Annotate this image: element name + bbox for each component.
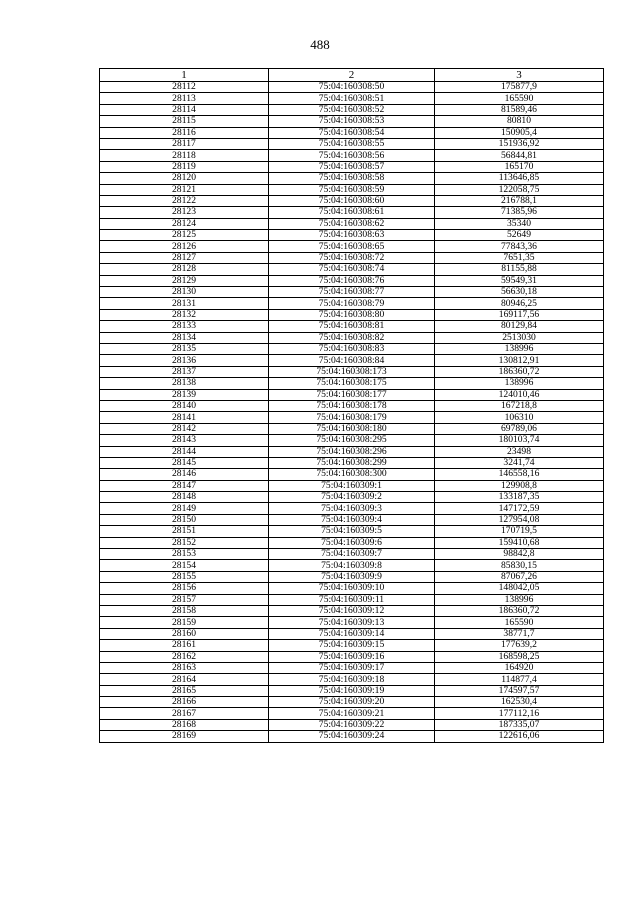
table-row [100, 469, 604, 480]
value-cell: 165170 [435, 161, 604, 172]
row-number-cell: 28135 [100, 343, 269, 354]
row-number-cell: 28142 [100, 423, 269, 434]
value-cell: 150905,4 [435, 127, 604, 138]
value-cell: 180103,74 [435, 435, 604, 446]
cadastral-number-cell: 75:04:160309:13 [269, 617, 435, 628]
value-cell: 80129,84 [435, 321, 604, 332]
page-number: 488 [310, 37, 330, 52]
table-row [100, 571, 604, 582]
value-cell: 3241,74 [435, 457, 604, 468]
cadastral-number-cell: 75:04:160309:19 [269, 685, 435, 696]
row-number-cell: 28154 [100, 560, 269, 571]
row-number-cell: 28125 [100, 230, 269, 241]
value-cell: 87067,26 [435, 571, 604, 582]
cadastral-number-cell: 75:04:160308:173 [269, 366, 435, 377]
cadastral-number-cell: 75:04:160308:74 [269, 264, 435, 275]
value-cell: 177112,16 [435, 708, 604, 719]
cadastral-number-cell: 75:04:160308:84 [269, 355, 435, 366]
cadastral-number-cell: 75:04:160309:18 [269, 674, 435, 685]
row-number-cell: 28120 [100, 173, 269, 184]
row-number-cell: 28155 [100, 571, 269, 582]
cadastral-number-cell: 75:04:160308:81 [269, 321, 435, 332]
table-row [100, 617, 604, 628]
value-cell: 177639,2 [435, 640, 604, 651]
value-cell: 80946,25 [435, 298, 604, 309]
cadastral-number-cell: 75:04:160309:4 [269, 514, 435, 525]
table-row [100, 93, 604, 104]
value-cell: 56844,81 [435, 150, 604, 161]
column-header-2: 2 [269, 69, 435, 82]
table-row [100, 173, 604, 184]
value-cell: 186360,72 [435, 605, 604, 616]
table-row [100, 150, 604, 161]
value-cell: 187335,07 [435, 719, 604, 730]
row-number-cell: 28115 [100, 116, 269, 127]
table-row [100, 503, 604, 514]
row-number-cell: 28151 [100, 526, 269, 537]
row-number-cell: 28124 [100, 218, 269, 229]
value-cell: 138996 [435, 343, 604, 354]
table-row [100, 605, 604, 616]
value-cell: 129908,8 [435, 480, 604, 491]
value-cell: 175877,9 [435, 82, 604, 93]
cadastral-number-cell: 75:04:160308:54 [269, 127, 435, 138]
row-number-cell: 28166 [100, 697, 269, 708]
cadastral-number-cell: 75:04:160309:10 [269, 583, 435, 594]
row-number-cell: 28148 [100, 492, 269, 503]
row-number-cell: 28116 [100, 127, 269, 138]
cadastral-number-cell: 75:04:160308:57 [269, 161, 435, 172]
cadastral-number-cell: 75:04:160308:60 [269, 195, 435, 206]
table-row [100, 628, 604, 639]
value-cell: 81589,46 [435, 104, 604, 115]
value-cell: 56630,18 [435, 287, 604, 298]
cadastral-number-cell: 75:04:160309:12 [269, 605, 435, 616]
cadastral-number-cell: 75:04:160309:24 [269, 731, 435, 742]
cadastral-number-cell: 75:04:160309:16 [269, 651, 435, 662]
value-cell: 165590 [435, 617, 604, 628]
table-row [100, 662, 604, 673]
table-row [100, 298, 604, 309]
cadastral-number-cell: 75:04:160308:80 [269, 309, 435, 320]
table-row [100, 389, 604, 400]
value-cell: 151936,92 [435, 138, 604, 149]
row-number-cell: 28133 [100, 321, 269, 332]
row-number-cell: 28134 [100, 332, 269, 343]
column-header-3: 3 [435, 69, 604, 82]
table-row [100, 127, 604, 138]
value-cell: 164920 [435, 662, 604, 673]
value-cell: 23498 [435, 446, 604, 457]
row-number-cell: 28119 [100, 161, 269, 172]
row-number-cell: 28156 [100, 583, 269, 594]
row-number-cell: 28123 [100, 207, 269, 218]
row-number-cell: 28168 [100, 719, 269, 730]
cadastral-number-cell: 75:04:160308:51 [269, 93, 435, 104]
value-cell: 170719,5 [435, 526, 604, 537]
table-row [100, 252, 604, 263]
value-cell: 165590 [435, 93, 604, 104]
table-row [100, 184, 604, 195]
table-row [100, 400, 604, 411]
value-cell: 59549,31 [435, 275, 604, 286]
cadastral-number-cell: 75:04:160308:175 [269, 378, 435, 389]
cadastral-number-cell: 75:04:160308:53 [269, 116, 435, 127]
value-cell: 7651,35 [435, 252, 604, 263]
table-row [100, 719, 604, 730]
table-row [100, 230, 604, 241]
row-number-cell: 28141 [100, 412, 269, 423]
table-row [100, 423, 604, 434]
table-row [100, 526, 604, 537]
value-cell: 133187,35 [435, 492, 604, 503]
cadastral-number-cell: 75:04:160308:178 [269, 400, 435, 411]
cadastral-number-cell: 75:04:160308:50 [269, 82, 435, 93]
row-number-cell: 28152 [100, 537, 269, 548]
row-number-cell: 28129 [100, 275, 269, 286]
table-row [100, 104, 604, 115]
value-cell: 130812,91 [435, 355, 604, 366]
table-row [100, 412, 604, 423]
value-cell: 159410,68 [435, 537, 604, 548]
cadastral-number-cell: 75:04:160308:63 [269, 230, 435, 241]
value-cell: 147172,59 [435, 503, 604, 514]
value-cell: 138996 [435, 378, 604, 389]
table-row [100, 594, 604, 605]
value-cell: 146558,16 [435, 469, 604, 480]
value-cell: 38771,7 [435, 628, 604, 639]
row-number-cell: 28118 [100, 150, 269, 161]
value-cell: 127954,08 [435, 514, 604, 525]
cadastral-number-cell: 75:04:160308:299 [269, 457, 435, 468]
row-number-cell: 28112 [100, 82, 269, 93]
table-row [100, 378, 604, 389]
row-number-cell: 28143 [100, 435, 269, 446]
value-cell: 122058,75 [435, 184, 604, 195]
value-cell: 106310 [435, 412, 604, 423]
cadastral-number-cell: 75:04:160308:55 [269, 138, 435, 149]
row-number-cell: 28139 [100, 389, 269, 400]
cadastral-number-cell: 75:04:160309:5 [269, 526, 435, 537]
table-header [100, 69, 604, 82]
table-row [100, 309, 604, 320]
row-number-cell: 28121 [100, 184, 269, 195]
value-cell: 167218,8 [435, 400, 604, 411]
cadastral-number-cell: 75:04:160308:62 [269, 218, 435, 229]
cadastral-number-cell: 75:04:160309:8 [269, 560, 435, 571]
cadastral-number-cell: 75:04:160308:180 [269, 423, 435, 434]
row-number-cell: 28159 [100, 617, 269, 628]
value-cell: 35340 [435, 218, 604, 229]
table-row [100, 640, 604, 651]
row-number-cell: 28160 [100, 628, 269, 639]
value-cell: 69789,06 [435, 423, 604, 434]
table-row [100, 492, 604, 503]
value-cell: 71385,96 [435, 207, 604, 218]
row-number-cell: 28157 [100, 594, 269, 605]
data-table [99, 68, 604, 743]
table-row [100, 480, 604, 491]
table-row [100, 82, 604, 93]
row-number-cell: 28147 [100, 480, 269, 491]
table-row [100, 731, 604, 742]
cadastral-number-cell: 75:04:160309:7 [269, 549, 435, 560]
cadastral-number-cell: 75:04:160308:79 [269, 298, 435, 309]
row-number-cell: 28127 [100, 252, 269, 263]
value-cell: 216788,1 [435, 195, 604, 206]
row-number-cell: 28132 [100, 309, 269, 320]
cadastral-number-cell: 75:04:160309:14 [269, 628, 435, 639]
value-cell: 52649 [435, 230, 604, 241]
cadastral-number-cell: 75:04:160309:9 [269, 571, 435, 582]
row-number-cell: 28131 [100, 298, 269, 309]
value-cell: 2513030 [435, 332, 604, 343]
row-number-cell: 28137 [100, 366, 269, 377]
cadastral-number-cell: 75:04:160309:1 [269, 480, 435, 491]
cadastral-number-cell: 75:04:160308:179 [269, 412, 435, 423]
value-cell: 85830,15 [435, 560, 604, 571]
cadastral-number-cell: 75:04:160309:17 [269, 662, 435, 673]
table-row [100, 537, 604, 548]
value-cell: 174597,57 [435, 685, 604, 696]
table-row [100, 708, 604, 719]
cadastral-number-cell: 75:04:160308:82 [269, 332, 435, 343]
value-cell: 124010,46 [435, 389, 604, 400]
cadastral-number-cell: 75:04:160309:6 [269, 537, 435, 548]
column-header-1: 1 [100, 69, 269, 82]
table-row [100, 287, 604, 298]
row-number-cell: 28113 [100, 93, 269, 104]
table-row [100, 116, 604, 127]
row-number-cell: 28126 [100, 241, 269, 252]
cadastral-number-cell: 75:04:160308:76 [269, 275, 435, 286]
cadastral-number-cell: 75:04:160308:56 [269, 150, 435, 161]
table-row [100, 332, 604, 343]
cadastral-number-cell: 75:04:160309:3 [269, 503, 435, 514]
row-number-cell: 28161 [100, 640, 269, 651]
value-cell: 138996 [435, 594, 604, 605]
cadastral-number-cell: 75:04:160308:300 [269, 469, 435, 480]
value-cell: 114877,4 [435, 674, 604, 685]
header-row [100, 69, 604, 82]
cadastral-number-cell: 75:04:160308:61 [269, 207, 435, 218]
value-cell: 186360,72 [435, 366, 604, 377]
cadastral-number-cell: 75:04:160308:65 [269, 241, 435, 252]
cadastral-number-cell: 75:04:160308:295 [269, 435, 435, 446]
table-row [100, 161, 604, 172]
table-row [100, 651, 604, 662]
value-cell: 122616,06 [435, 731, 604, 742]
table-row [100, 685, 604, 696]
cadastral-number-cell: 75:04:160309:11 [269, 594, 435, 605]
row-number-cell: 28130 [100, 287, 269, 298]
cadastral-number-cell: 75:04:160308:58 [269, 173, 435, 184]
row-number-cell: 28167 [100, 708, 269, 719]
row-number-cell: 28153 [100, 549, 269, 560]
table-row [100, 366, 604, 377]
table-body [100, 82, 604, 743]
row-number-cell: 28150 [100, 514, 269, 525]
cadastral-number-cell: 75:04:160308:77 [269, 287, 435, 298]
cadastral-number-cell: 75:04:160308:52 [269, 104, 435, 115]
table-row [100, 355, 604, 366]
table-row [100, 697, 604, 708]
row-number-cell: 28122 [100, 195, 269, 206]
row-number-cell: 28117 [100, 138, 269, 149]
row-number-cell: 28128 [100, 264, 269, 275]
row-number-cell: 28140 [100, 400, 269, 411]
cadastral-number-cell: 75:04:160309:2 [269, 492, 435, 503]
table-row [100, 241, 604, 252]
value-cell: 169117,56 [435, 309, 604, 320]
value-cell: 113646,85 [435, 173, 604, 184]
cadastral-number-cell: 75:04:160308:296 [269, 446, 435, 457]
row-number-cell: 28149 [100, 503, 269, 514]
value-cell: 80810 [435, 116, 604, 127]
row-number-cell: 28163 [100, 662, 269, 673]
table-row [100, 583, 604, 594]
cadastral-number-cell: 75:04:160309:20 [269, 697, 435, 708]
table-row [100, 560, 604, 571]
table-row [100, 343, 604, 354]
row-number-cell: 28114 [100, 104, 269, 115]
row-number-cell: 28158 [100, 605, 269, 616]
table-row [100, 457, 604, 468]
value-cell: 81155,88 [435, 264, 604, 275]
table-row [100, 275, 604, 286]
row-number-cell: 28146 [100, 469, 269, 480]
table-row [100, 446, 604, 457]
cadastral-number-cell: 75:04:160309:21 [269, 708, 435, 719]
table-row [100, 549, 604, 560]
row-number-cell: 28169 [100, 731, 269, 742]
table-row [100, 207, 604, 218]
cadastral-number-cell: 75:04:160308:72 [269, 252, 435, 263]
value-cell: 168598,25 [435, 651, 604, 662]
row-number-cell: 28136 [100, 355, 269, 366]
table-row [100, 514, 604, 525]
row-number-cell: 28162 [100, 651, 269, 662]
table-row [100, 321, 604, 332]
value-cell: 98842,8 [435, 549, 604, 560]
table-row [100, 218, 604, 229]
cadastral-number-cell: 75:04:160309:22 [269, 719, 435, 730]
value-cell: 77843,36 [435, 241, 604, 252]
cadastral-number-cell: 75:04:160308:59 [269, 184, 435, 195]
table-row [100, 138, 604, 149]
table-row [100, 195, 604, 206]
value-cell: 148042,05 [435, 583, 604, 594]
table-row [100, 435, 604, 446]
table-row [100, 674, 604, 685]
cadastral-number-cell: 75:04:160308:177 [269, 389, 435, 400]
row-number-cell: 28145 [100, 457, 269, 468]
row-number-cell: 28144 [100, 446, 269, 457]
cadastral-number-cell: 75:04:160308:83 [269, 343, 435, 354]
row-number-cell: 28164 [100, 674, 269, 685]
table-row [100, 264, 604, 275]
row-number-cell: 28165 [100, 685, 269, 696]
row-number-cell: 28138 [100, 378, 269, 389]
cadastral-number-cell: 75:04:160309:15 [269, 640, 435, 651]
value-cell: 162530,4 [435, 697, 604, 708]
